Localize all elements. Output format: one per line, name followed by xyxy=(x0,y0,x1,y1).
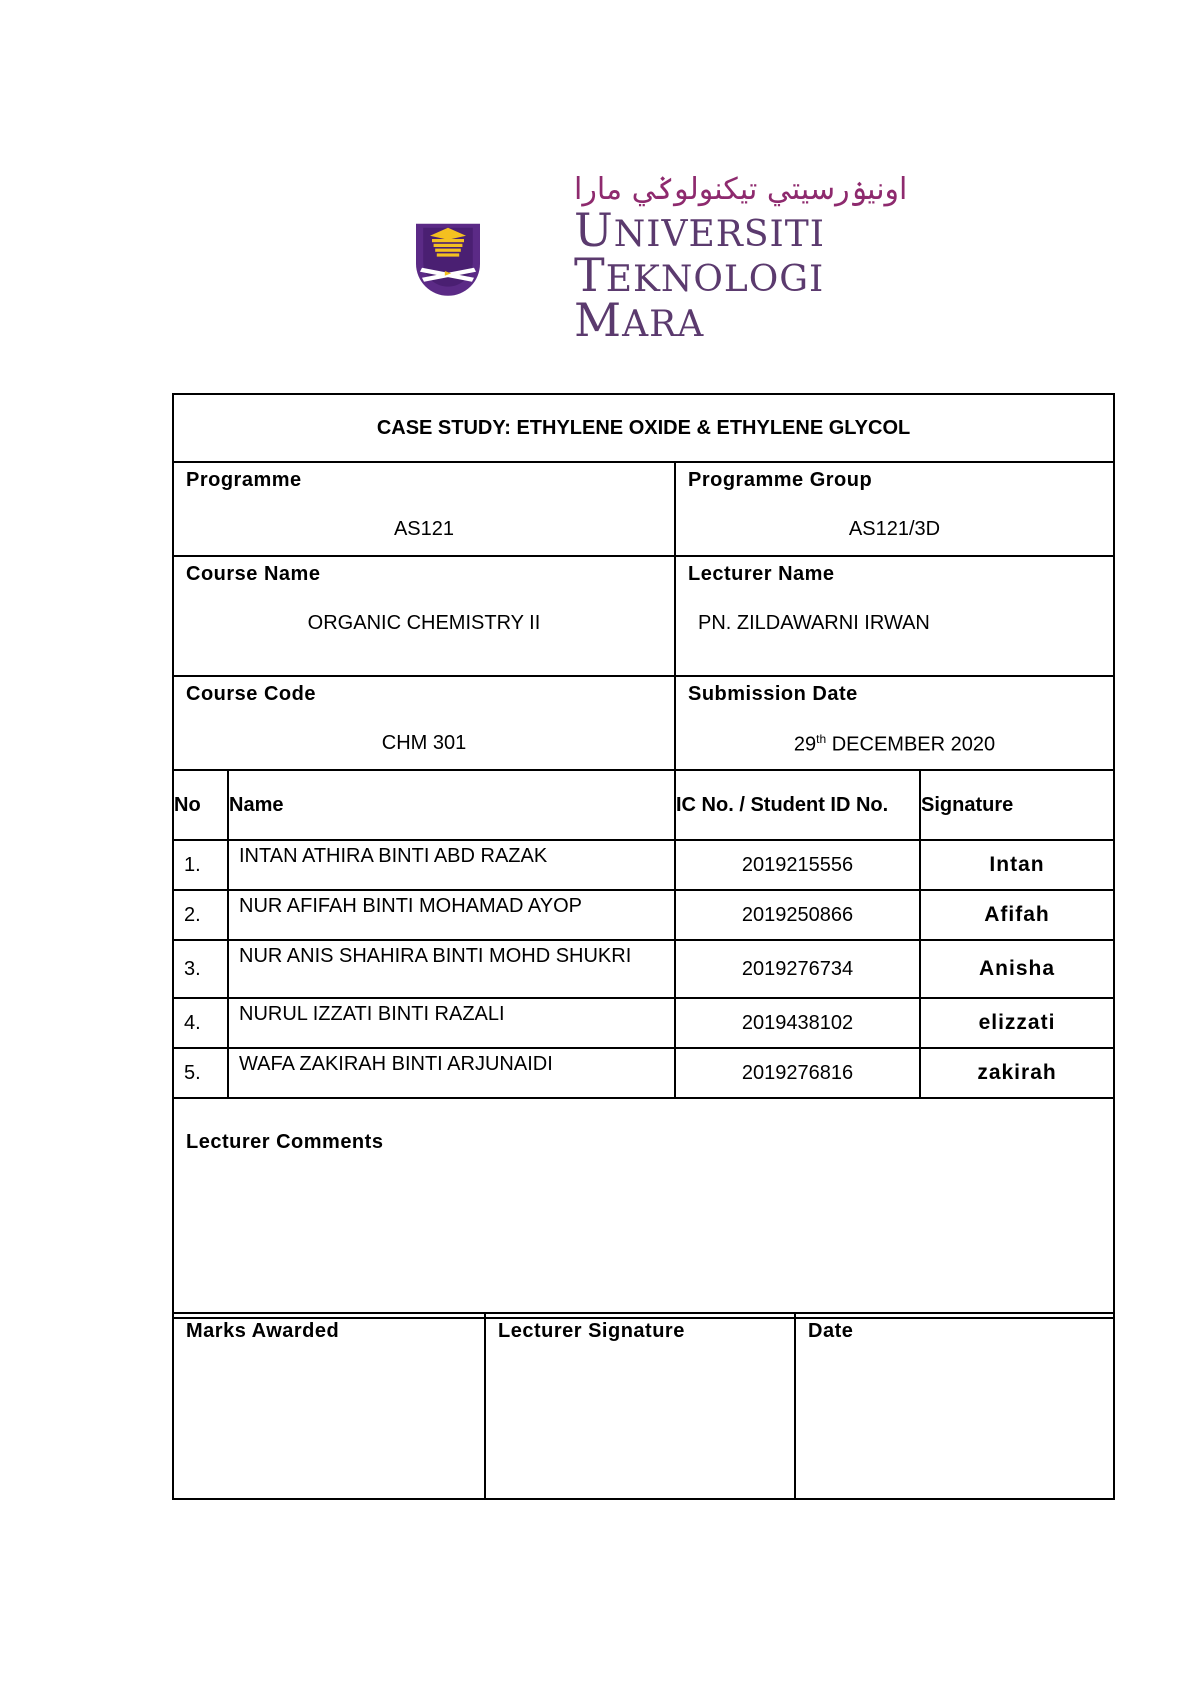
uitm-crest-logo xyxy=(416,174,576,340)
date-label: Date xyxy=(808,1320,854,1342)
row-signature: Afifah xyxy=(920,890,1114,940)
course-name-label: Course Name xyxy=(186,563,321,585)
row-no: 2. xyxy=(173,890,228,940)
logo-arabic-text: اونيۏرسيتي تيكنولوݢي مارا xyxy=(574,172,908,207)
header-no: No xyxy=(173,770,228,840)
row-student-id: 2019438102 xyxy=(675,998,920,1048)
lecturer-name-value: PN. ZILDAWARNI IRWAN xyxy=(698,612,930,634)
table-row xyxy=(173,1048,1114,1098)
programme-value: AS121 xyxy=(393,518,455,540)
row-no: 3. xyxy=(173,940,228,998)
row-student-id: 2019276816 xyxy=(675,1048,920,1098)
page-title: CASE STUDY: ETHYLENE OXIDE & ETHYLENE GLYCOL xyxy=(173,394,1114,462)
marks-awarded-label: Marks Awarded xyxy=(186,1320,340,1342)
row-signature: Anisha xyxy=(920,940,1114,998)
header-name: Name xyxy=(228,770,675,840)
course-code-value: CHM 301 xyxy=(381,732,467,754)
row-student-id: 2019215556 xyxy=(675,840,920,890)
table-row xyxy=(173,998,1114,1048)
submission-date-value: 29th DECEMBER 2020 xyxy=(793,732,996,756)
programme-group-cell xyxy=(675,462,1114,556)
members-header-row xyxy=(173,770,1114,840)
row-no: 5. xyxy=(173,1048,228,1098)
course-code-label: Course Code xyxy=(186,683,316,705)
row-no: 4. xyxy=(173,998,228,1048)
marks-awarded-cell xyxy=(173,1313,485,1499)
row-signature: Intan xyxy=(920,840,1114,890)
row-name: NUR AFIFAH BINTI MOHAMAD AYOP xyxy=(228,890,675,940)
lecturer-name-label: Lecturer Name xyxy=(688,563,835,585)
course-name-value: ORGANIC CHEMISTRY II xyxy=(307,612,541,634)
table-row xyxy=(173,840,1114,890)
submission-date-cell xyxy=(675,676,1114,770)
header-student-id: IC No. / Student ID No. xyxy=(675,770,920,840)
lecturer-signature-cell xyxy=(485,1313,795,1499)
row-no: 1. xyxy=(173,840,228,890)
header-signature: Signature xyxy=(920,770,1114,840)
lecturer-name-cell xyxy=(675,556,1114,676)
row-name: WAFA ZAKIRAH BINTI ARJUNAIDI xyxy=(228,1048,675,1098)
logo-university-name: UNIVERSITI TEKNOLOGI MARA xyxy=(574,203,825,347)
programme-group-label: Programme Group xyxy=(688,469,873,491)
table-row xyxy=(173,940,1114,998)
row-signature: zakirah xyxy=(920,1048,1114,1098)
row-student-id: 2019250866 xyxy=(675,890,920,940)
submission-date-label: Submission Date xyxy=(688,683,858,705)
row-student-id: 2019276734 xyxy=(675,940,920,998)
lecturer-comments-cell xyxy=(173,1098,1114,1318)
row-name: NUR ANIS SHAHIRA BINTI MOHD SHUKRI xyxy=(228,940,675,998)
programme-label: Programme xyxy=(186,469,302,491)
programme-cell xyxy=(173,462,675,556)
assessment-table xyxy=(172,1312,1115,1500)
lecturer-comments-label: Lecturer Comments xyxy=(186,1131,384,1153)
row-signature: elizzati xyxy=(920,998,1114,1048)
row-name: INTAN ATHIRA BINTI ABD RAZAK xyxy=(228,840,675,890)
course-name-cell xyxy=(173,556,675,676)
course-code-cell xyxy=(173,676,675,770)
date-cell xyxy=(795,1313,1114,1499)
table-row xyxy=(173,890,1114,940)
cover-sheet-table xyxy=(172,393,1115,1319)
lecturer-signature-label: Lecturer Signature xyxy=(498,1320,685,1342)
programme-group-value: AS121/3D xyxy=(848,518,941,540)
row-name: NURUL IZZATI BINTI RAZALI xyxy=(228,998,675,1048)
